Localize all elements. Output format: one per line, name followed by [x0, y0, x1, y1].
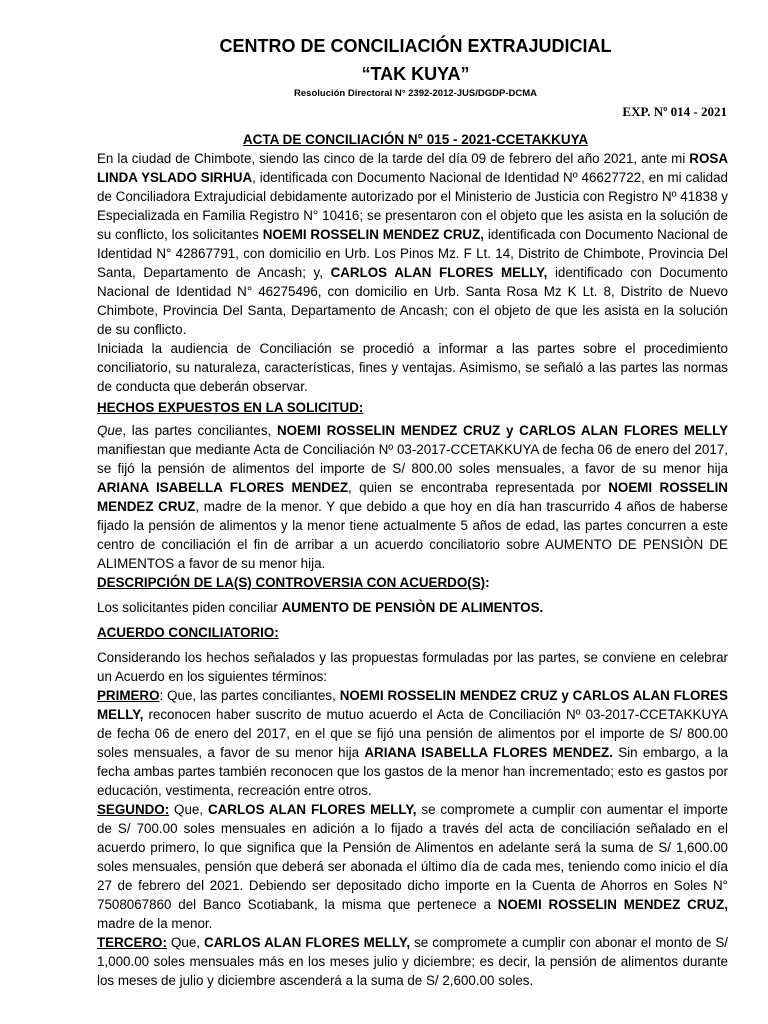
tercero-label: TERCERO:: [97, 935, 167, 950]
intro-text-4: identificado con Documento Nacional de Identidad N° 46275496, con domicilio en Urb. Santa Rosa Mz K Lt. 8, Distrito de Nuevo Chimbote, Provincia Del Santa, Departamento de Ancash; con el objeto de que les asista en la solución de su conflicto.: [97, 265, 728, 337]
intro-text-3: identificada con Documento Nacional de Identidad N° 42867791, con domicilio en Urb. Los Pinos Mz. F Lt. 14, Distrito de Chimbote, Provincia Del Santa, Departamento de Ancash; y,: [97, 227, 729, 280]
segundo-label: SEGUNDO:: [97, 802, 170, 817]
segundo-paragraph: [97, 800, 728, 933]
controversia-text: Los solicitantes piden conciliar: [97, 600, 282, 615]
center-brand-title: “TAK KUYA”: [361, 64, 470, 84]
hechos-heading: HECHOS EXPUESTOS EN LA SOLICITUD:: [97, 400, 364, 415]
controversia-colon: :: [485, 575, 490, 590]
intro-text-2: , identificada con Documento Nacional de Identidad Nº 46627722, en mi calidad de Conciliadora Extrajudicial debidamente autorizado por el Ministerio de Justicia con Registro Nº 41838 y Especializada en Familia Registro N° 10416; se presentaron con el objeto que les asista en la solución de su conflicto, los solicitantes: [97, 170, 728, 242]
resolution-line: Resolución Directoral N° 2392-2012-JUS/DGDP-DCMA: [294, 88, 537, 99]
segundo-text-2: se compromete a cumplir con aumentar el importe de S/ 700.00 soles mensuales en adición a lo fijado a través del acta de conciliación señalado en el acuerdo primero, lo que significa que la Pensión de Alimentos en adelante será la suma de S/ 1,600.00 soles mensuales, pensión que deberá ser abonada el último día de cada mes, teniendo como inicio el día 27 de febrero del 2021. Debiendo ser depositado dicho importe en la Cuenta de Ahorros en Soles N° 7508067860 del Banco Scotiabank, la misma que pertenece a: [97, 802, 728, 912]
center-name-title: CENTRO DE CONCILIACIÓN EXTRAJUDICIAL: [219, 36, 612, 56]
applicant-name-1: NOEMI ROSSELIN MENDEZ CRUZ,: [262, 227, 485, 242]
tercero-text-1: Que,: [166, 935, 205, 950]
controversia-paragraph: [97, 598, 728, 617]
tercero-paragraph: [97, 933, 728, 990]
intro-paragraph: [97, 149, 728, 339]
controversia-heading-text: DESCRIPCIÓN DE LA(S) CONTROVERSIA CON ACUERDO(S): [97, 575, 486, 590]
audiencia-paragraph: Iniciada la audiencia de Conciliación se procedió a informar a las partes sobre el procedimiento conciliatorio, su naturaleza, características, fines y ventajas. Asimismo, se señaló a las partes las normas de conducta que deberán observar.: [97, 341, 728, 394]
acuerdo-heading: ACUERDO CONCILIATORIO:: [97, 625, 279, 640]
hechos-text-1: , las partes conciliantes,: [122, 423, 277, 438]
primero-text-1: : Que, las partes conciliantes,: [159, 688, 340, 703]
hechos-text-3: , quien se encontraba representada por: [348, 480, 609, 495]
conciliator-name: ROSA LINDA YSLADO SIRHUA: [97, 151, 728, 185]
tercero-party: CARLOS ALAN FLORES MELLY,: [204, 935, 411, 950]
segundo-mother-name: NOEMI ROSSELIN MENDEZ CRUZ,: [497, 897, 729, 912]
hechos-paragraph: [97, 421, 728, 573]
tercero-text-2: se compromete a cumplir con abonar el monto de S/ 1,000.00 soles mensuales más en los meses julio y diciembre; es decir, la pensión de alimentos durante los meses de julio y diciembre ascenderá a la suma de S/ 2,600.00 soles.: [97, 935, 728, 988]
segundo-text-3: madre de la menor.: [97, 916, 213, 931]
hechos-minor-name: ARIANA ISABELLA FLORES MENDEZ: [97, 480, 349, 495]
acuerdo-intro-paragraph: Considerando los hechos señalados y las propuestas formuladas por las partes, se conviene en celebrar un Acuerdo en los siguientes términos:: [97, 650, 728, 684]
controversia-heading: [97, 573, 728, 592]
primero-text-2: reconocen haber suscrito de mutuo acuerdo el Acta de Conciliación Nº 03-2017-CCETAKKUYA de fecha 06 de enero del 2017, en el que se fijó una pensión de alimentos por el importe de S/ 800.00 soles mensuales, a favor de su menor hija: [97, 707, 728, 760]
segundo-text-1: Que,: [169, 802, 208, 817]
primero-label: PRIMERO: [97, 688, 160, 703]
primero-minor-name: ARIANA ISABELLA FLORES MENDEZ.: [364, 745, 613, 760]
hechos-que: Que: [97, 423, 123, 438]
hechos-mother-name: NOEMI ROSSELIN MENDEZ CRUZ: [97, 480, 728, 514]
controversia-subject: AUMENTO DE PENSIÒN DE ALIMENTOS.: [281, 600, 544, 615]
segundo-party: CARLOS ALAN FLORES MELLY,: [207, 802, 417, 817]
applicant-name-2: CARLOS ALAN FLORES MELLY,: [330, 265, 548, 280]
hechos-text-2: manifiestan que mediante Acta de Conciliación Nº 03-2017-CCETAKKUYA de fecha 06 de enero del 2017, se fijó la pensión de alimentos del importe de S/ 800.00 soles mensuales, a favor de su menor hija: [97, 442, 728, 476]
hechos-text-4: , madre de la menor. Y que debido a que hoy en día han trascurrido 4 años de haberse fijado la pensión de alimentos y la menor tiene actualmente 5 años de edad, las partes concurren a este centro de conciliación el fin de arribar a un acuerdo conciliatorio sobre AUMENTO DE PENSIÒN DE ALIMENTOS a favor de su menor hija.: [97, 499, 728, 571]
primero-text-3: Sin embargo, a la fecha ambas partes también reconocen que los gastos de la menor han incrementado; esto es gastos por educación, vestimenta, recreación entre otros.: [97, 745, 728, 798]
primero-paragraph: [97, 686, 728, 800]
primero-parties: NOEMI ROSSELIN MENDEZ CRUZ y CARLOS ALAN FLORES MELLY,: [97, 688, 728, 722]
hechos-parties: NOEMI ROSSELIN MENDEZ CRUZ y CARLOS ALAN FLORES MELLY: [276, 423, 728, 438]
acta-title: ACTA DE CONCILIACIÓN N° 015 - 2021-CCETAKKUYA: [242, 132, 589, 147]
intro-text-1: En la ciudad de Chimbote, siendo las cinco de la tarde del día 09 de febrero del año 2021, ante mi: [97, 151, 690, 166]
expediente-number: EXP. Nº 014 - 2021: [622, 104, 727, 119]
